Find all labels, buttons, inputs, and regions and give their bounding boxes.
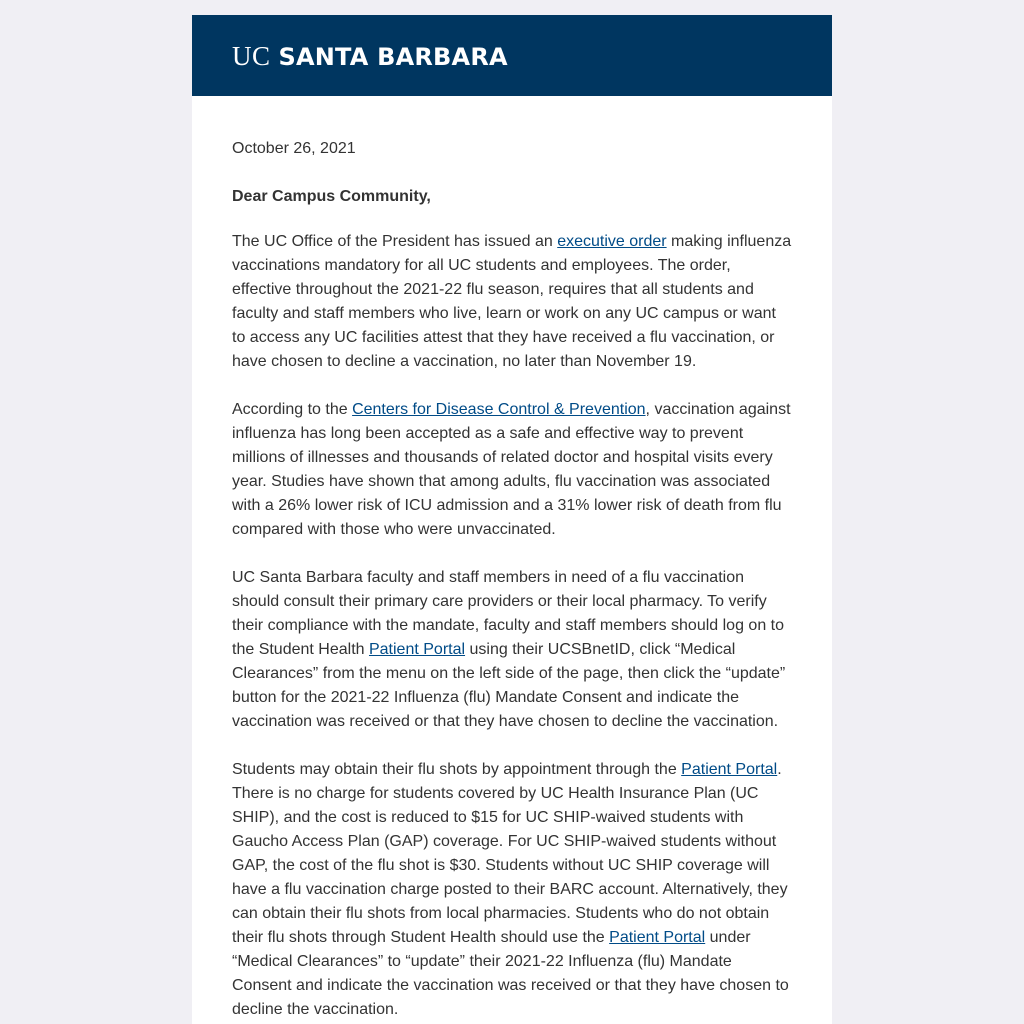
paragraph-text: The UC Office of the President has issued an xyxy=(232,233,558,250)
paragraph-text: under “Medical Clearances” to “update” their 2021-22 Influenza (flu) Mandate Consent and indicate the vaccination was received or that they have chosen to decline the vaccination. xyxy=(232,929,789,1018)
cdc-link[interactable]: Centers for Disease Control & Prevention xyxy=(352,401,646,418)
letter-body xyxy=(192,96,832,1022)
letter-greeting: Dear Campus Community, xyxy=(232,188,431,205)
patient-portal-link[interactable]: Patient Portal xyxy=(368,641,466,658)
executive-order-link[interactable]: executive order xyxy=(557,233,667,250)
paragraph-text: . There is no charge for students covered by UC Health Insurance Plan (UC SHIP), and the cost is reduced to $15 for UC SHIP-waived students with Gaucho Access Plan (GAP) coverage. For UC SHIP-waived students without GAP, the cost of the flu shot is $30. Students without UC SHIP coverage will have a flu vaccination charge posted to their BARC account. Alternatively, they can obtain their flu shots from local pharmacies. Students who do not obtain their flu shots through Student Health should use the xyxy=(232,761,788,946)
paragraph-text: using their UCSBnetID, click “Medical Clearances” from the menu on the left side of the page, then click the “update” button for the 2021-22 Influenza (flu) Mandate Consent and indicate the vaccination was received or that they have chosen to decline the vaccination. xyxy=(232,641,786,730)
email-container xyxy=(192,15,832,1024)
paragraph-text: , vaccination against influenza has long been accepted as a safe and effective way to prevent millions of illnesses and thousands of related doctor and hospital visits every year. Studies have shown that among adults, flu vaccination was associated with a 26% lower risk of ICU admission and a 31% lower risk of death from flu compared with those who were unvaccinated. xyxy=(232,401,791,538)
logo-campus-text: SANTA BARBARA xyxy=(278,43,508,71)
paragraph-faculty-staff xyxy=(232,566,792,734)
paragraph-text: According to the xyxy=(232,401,353,418)
email-header xyxy=(192,15,832,96)
logo-uc-text: UC xyxy=(232,41,271,71)
ucsb-logo xyxy=(232,39,508,74)
paragraph-cdc xyxy=(232,398,792,542)
patient-portal-link[interactable]: Patient Portal xyxy=(609,929,706,946)
paragraph-executive-order xyxy=(232,230,792,374)
patient-portal-link[interactable]: Patient Portal xyxy=(681,761,778,778)
paragraph-text: making influenza vaccinations mandatory for all UC students and employees. The order, effective throughout the 2021-22 flu season, requires that all students and faculty and staff members who live, learn or work on any UC campus or want to access any UC facilities attest that they have received a flu vaccination, or have chosen to decline a vaccination, no later than November 19. xyxy=(232,233,792,370)
letter-date: October 26, 2021 xyxy=(232,140,356,157)
paragraph-students xyxy=(232,758,792,1022)
paragraph-text: UC Santa Barbara faculty and staff members in need of a flu vaccination should consult their primary care providers or their local pharmacy. To verify their compliance with the mandate, faculty and staff members should log on to the Student Health xyxy=(232,569,785,658)
paragraph-text: Students may obtain their flu shots by appointment through the xyxy=(232,761,682,778)
